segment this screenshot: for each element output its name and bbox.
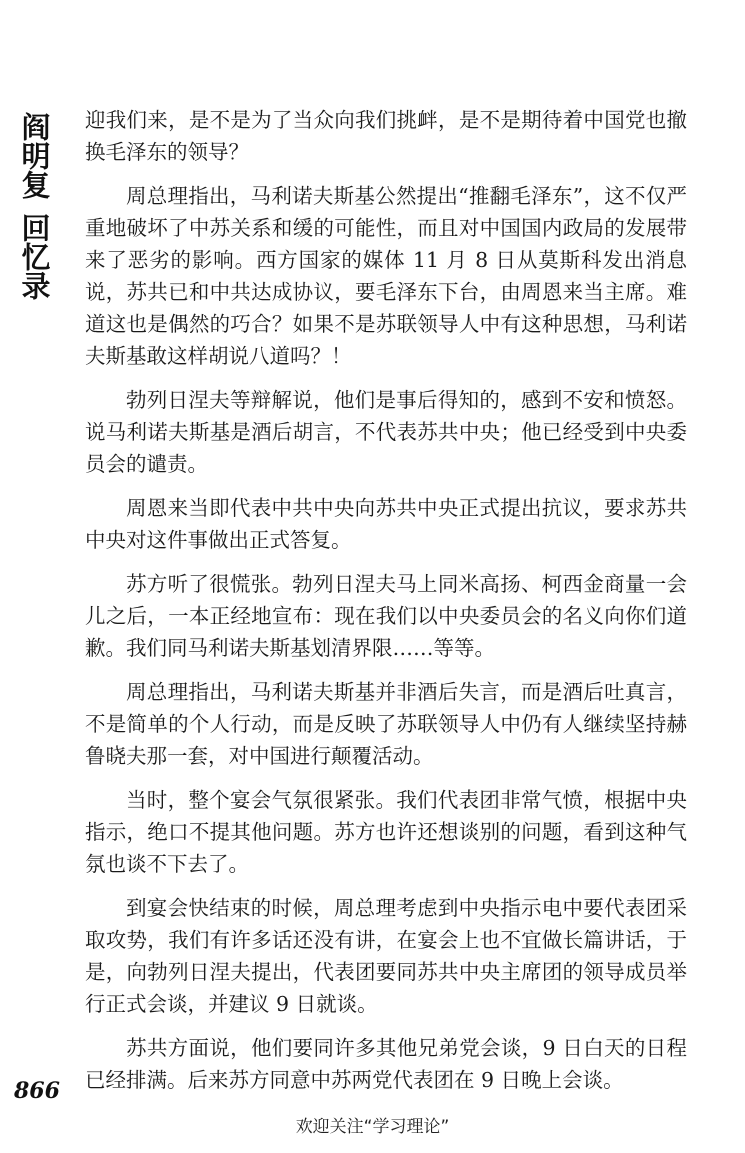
paragraph: 周恩来当即代表中共中央向苏共中央正式提出抗议，要求苏共中央对这件事做出正式答复。 (85, 496, 687, 552)
paragraph: 当时，整个宴会气氛很紧张。我们代表团非常气愤，根据中央指示，绝口不提其他问题。苏方也许还想谈别的问题，看到这种气氛也谈不下去了。 (85, 788, 687, 876)
running-title (14, 112, 54, 300)
running-title-line-1: 阎明复 (17, 112, 52, 199)
page-number: 866 (14, 1078, 60, 1104)
paragraph: 周总理指出，马利诺夫斯基公然提出“推翻毛泽东”，这不仅严重地破坏了中苏关系和缓的可能性，而且对中国国内政局的发展带来了恶劣的影响。西方国家的媒体 11 月 8 日从莫斯科发出消息说，苏共已和中共达成协议，要毛泽东下台，由周恩来当主席。难道这也是偶然的巧合？如果不是苏联领导人中有这种思想，马利诺夫斯基敢这样胡说八道吗？！ (85, 184, 687, 368)
paragraph: 苏共方面说，他们要同许多其他兄弟党会谈，9 日白天的日程已经排满。后来苏方同意中苏两党代表团在 9 日晚上会谈。 (85, 1036, 687, 1092)
body-text (85, 104, 687, 1108)
paragraph: 周总理指出，马利诺夫斯基并非酒后失言，而是酒后吐真言，不是简单的个人行动，而是反映了苏联领导人中仍有人继续坚持赫鲁晓夫那一套，对中国进行颠覆活动。 (85, 680, 687, 768)
paragraph: 到宴会快结束的时候，周总理考虑到中央指示电中要代表团采取攻势，我们有许多话还没有讲，在宴会上也不宜做长篇讲话，于是，向勃列日涅夫提出，代表团要同苏共中央主席团的领导成员举行正式会谈，并建议 9 日就谈。 (85, 896, 687, 1016)
paragraph: 迎我们来，是不是为了当众向我们挑衅，是不是期待着中国党也撤换毛泽东的领导？ (85, 108, 687, 164)
running-title-line-2: 回忆录 (17, 213, 52, 300)
paragraph: 苏方听了很慌张。勃列日涅夫马上同米高扬、柯西金商量一会儿之后，一本正经地宣布：现在我们以中央委员会的名义向你们道歉。我们同马利诺夫斯基划清界限……等等。 (85, 572, 687, 660)
footer-note: 欢迎关注“学习理论” (295, 1117, 450, 1137)
paragraph: 勃列日涅夫等辩解说，他们是事后得知的，感到不安和愤怒。说马利诺夫斯基是酒后胡言，不代表苏共中央；他已经受到中央委员会的谴责。 (85, 388, 687, 476)
